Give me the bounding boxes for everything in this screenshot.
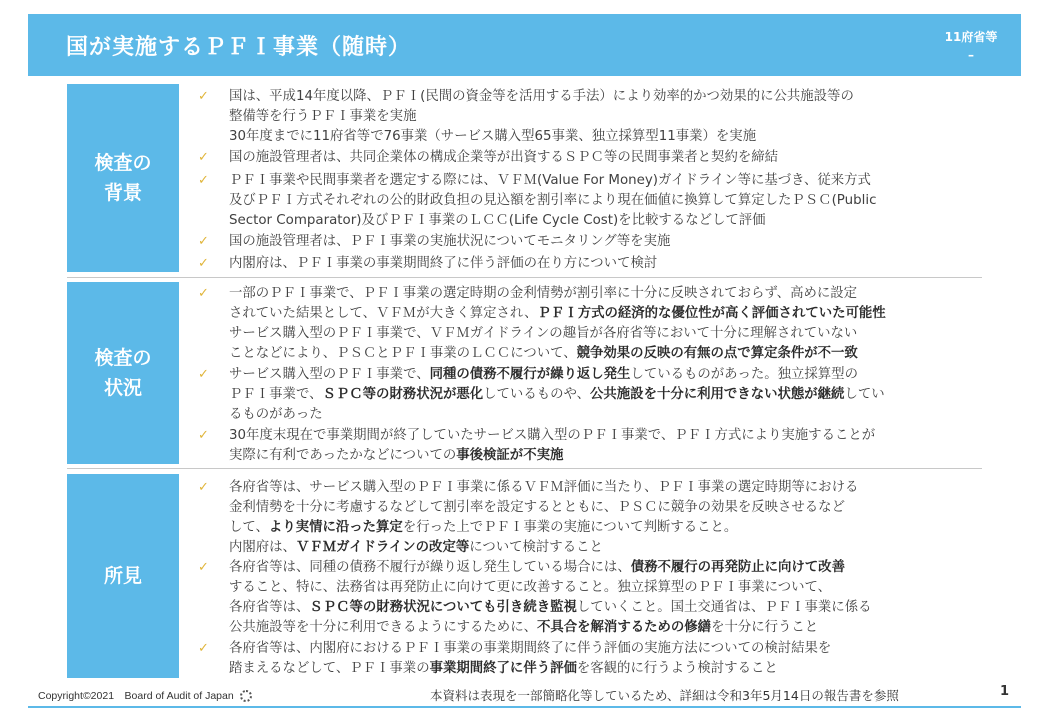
item-line: 公共施設等を十分に利用できるようにするために、不具合を解消するための修繕を十分に行うこと <box>229 620 819 635</box>
list-item <box>198 284 1012 364</box>
item-line: して、より実情に沿った算定を行った上でＰＦＩ事業の実施について判断すること。 <box>229 520 738 535</box>
check-icon: ✓ <box>198 256 209 271</box>
list-item <box>198 148 1012 168</box>
list-item <box>198 426 1012 466</box>
check-icon: ✓ <box>198 234 209 249</box>
item-line: 各府省等は、ＳＰＣ等の財務状況についても引き続き監視していくこと。国土交通省は、ＰＦＩ事業に係る <box>229 600 872 615</box>
list-item <box>198 232 1012 252</box>
section-label-line1: 所見 <box>103 565 142 587</box>
section-divider <box>67 468 982 469</box>
item-line: 各府省等は、サービス購入型のＰＦＩ事業に係るＶＦＭ評価に当たり、ＰＦＩ事業の選定時期等における <box>229 480 859 495</box>
title-bar <box>28 14 1021 76</box>
check-icon: ✓ <box>198 641 209 656</box>
ministries-tag <box>931 28 1011 64</box>
item-line: 踏まえるなどして、ＰＦＩ事業の事業期間終了に伴う評価を客観的に行うよう検討すること <box>229 661 778 676</box>
item-line: 30年度までに11府省等で76事業（サービス購入型65事業、独立採算型11事業）を実施 <box>229 129 757 144</box>
check-icon: ✓ <box>198 286 209 301</box>
item-line: 各府省等は、同種の債務不履行が繰り返し発生している場合には、債務不履行の再発防止に向けて改善 <box>229 560 845 575</box>
section-divider <box>67 277 982 278</box>
item-line: 国は、平成14年度以降、ＰＦＩ(民間の資金等を活用する手法）により効率的かつ効果的に公共施設等の <box>229 89 854 104</box>
page-number: 1 <box>1000 684 1010 699</box>
item-line: すること、特に、法務省は再発防止に向けて更に改善すること。独立採算型のＰＦＩ事業について、 <box>229 580 832 595</box>
item-line: サービス購入型のＰＦＩ事業で、ＶＦＭガイドラインの趣旨が各府省等において十分に理解されていない <box>229 326 858 341</box>
item-line: 実際に有利であったかなどについての事後検証が不実施 <box>229 448 564 463</box>
list-item <box>198 171 1012 231</box>
item-line: 各府省等は、内閣府におけるＰＦＩ事業の事業期間終了に伴う評価の実施方法についての検討結果を <box>229 641 832 656</box>
item-line: 内閣府は、ＰＦＩ事業の事業期間終了に伴う評価の在り方について検討 <box>229 256 658 271</box>
section-label-status <box>67 282 179 464</box>
item-line: ＰＦＩ事業で、ＳＰＣ等の財務状況が悪化しているものや、公共施設を十分に利用できない状態が継続してい <box>229 387 885 402</box>
item-line: 整備等を行うＰＦＩ事業を実施 <box>229 109 417 124</box>
list-item <box>198 558 1012 638</box>
item-line: 内閣府は、ＶＦＭガイドラインの改定等について検討すること <box>229 540 603 555</box>
item-line: 及びＰＦＩ方式それぞれの公的財政負担の見込額を割引率により現在価値に換算して算定したＰＳＣ(Public <box>229 193 877 208</box>
item-line: 金利情勢を十分に考慮するなどして割引率を設定するとともに、ＰＳＣに競争の効果を反映させるなど <box>229 500 845 515</box>
list-item <box>198 87 1012 147</box>
check-icon: ✓ <box>198 367 209 382</box>
item-line: ことなどにより、ＰＳＣとＰＦＩ事業のＬＣＣについて、競争効果の反映の有無の点で算定条件が不一致 <box>229 346 858 361</box>
section-label-line1: 検査の <box>94 347 152 369</box>
check-icon: ✓ <box>198 560 209 575</box>
item-line: ＰＦＩ事業や民間事業者を選定する際には、ＶＦＭ(Value For Money)ガイドライン等に基づき、従来方式 <box>229 173 871 188</box>
list-item <box>198 639 1012 679</box>
check-icon: ✓ <box>198 150 209 165</box>
copyright-text: Copyright©2021 Board of Audit of Japan <box>38 690 234 702</box>
item-line: 国の施設管理者は、共同企業体の構成企業等が出資するＳＰＣ等の民間事業者と契約を締結 <box>229 150 779 165</box>
section-label-background <box>67 84 179 272</box>
section-label-line2: 背景 <box>103 182 142 204</box>
check-icon: ✓ <box>198 173 209 188</box>
item-line: 一部のＰＦＩ事業で、ＰＦＩ事業の選定時期の金利情勢が割引率に十分に反映されておらず、高めに設定 <box>229 286 858 301</box>
section-label-line1: 検査の <box>94 152 152 174</box>
ministries-tag-line1: 11府省等 <box>944 30 998 44</box>
item-line: サービス購入型のＰＦＩ事業で、同種の債務不履行が繰り返し発生しているものがあった。独立採算型の <box>229 367 858 382</box>
item-line: されていた結果として、ＶＦＭが大きく算定され、ＰＦＩ方式の経済的な優位性が高く評価されていた可能性 <box>229 306 886 321</box>
list-item <box>198 254 1012 274</box>
item-line: 30年度末現在で事業期間が終了していたサービス購入型のＰＦＩ事業で、ＰＦＩ方式により実施することが <box>229 428 876 443</box>
item-line: 国の施設管理者は、ＰＦＩ事業の実施状況についてモニタリング等を実施 <box>229 234 671 249</box>
footer-rule <box>28 706 1021 708</box>
item-line: Sector Comparator)及びＰＦＩ事業のＬＣＣ(Life Cycle Cost)を比較するなどして評価 <box>229 213 766 228</box>
copyright <box>38 688 252 703</box>
item-line: るものがあった <box>229 407 323 422</box>
section-label-findings <box>67 474 179 678</box>
section-label-line2: 状況 <box>103 377 142 399</box>
list-item <box>198 365 1012 425</box>
check-icon: ✓ <box>198 89 209 104</box>
footer-note: 本資料は表現を一部簡略化等しているため、詳細は令和3年5月14日の報告書を参照 <box>430 688 899 703</box>
check-icon: ✓ <box>198 428 209 443</box>
check-icon: ✓ <box>198 480 209 495</box>
page-title: 国が実施するＰＦＩ事業（随時） <box>66 35 412 60</box>
audit-board-emblem-icon <box>240 690 252 702</box>
ministries-tag-line2: – <box>968 48 974 62</box>
list-item <box>198 478 1012 558</box>
